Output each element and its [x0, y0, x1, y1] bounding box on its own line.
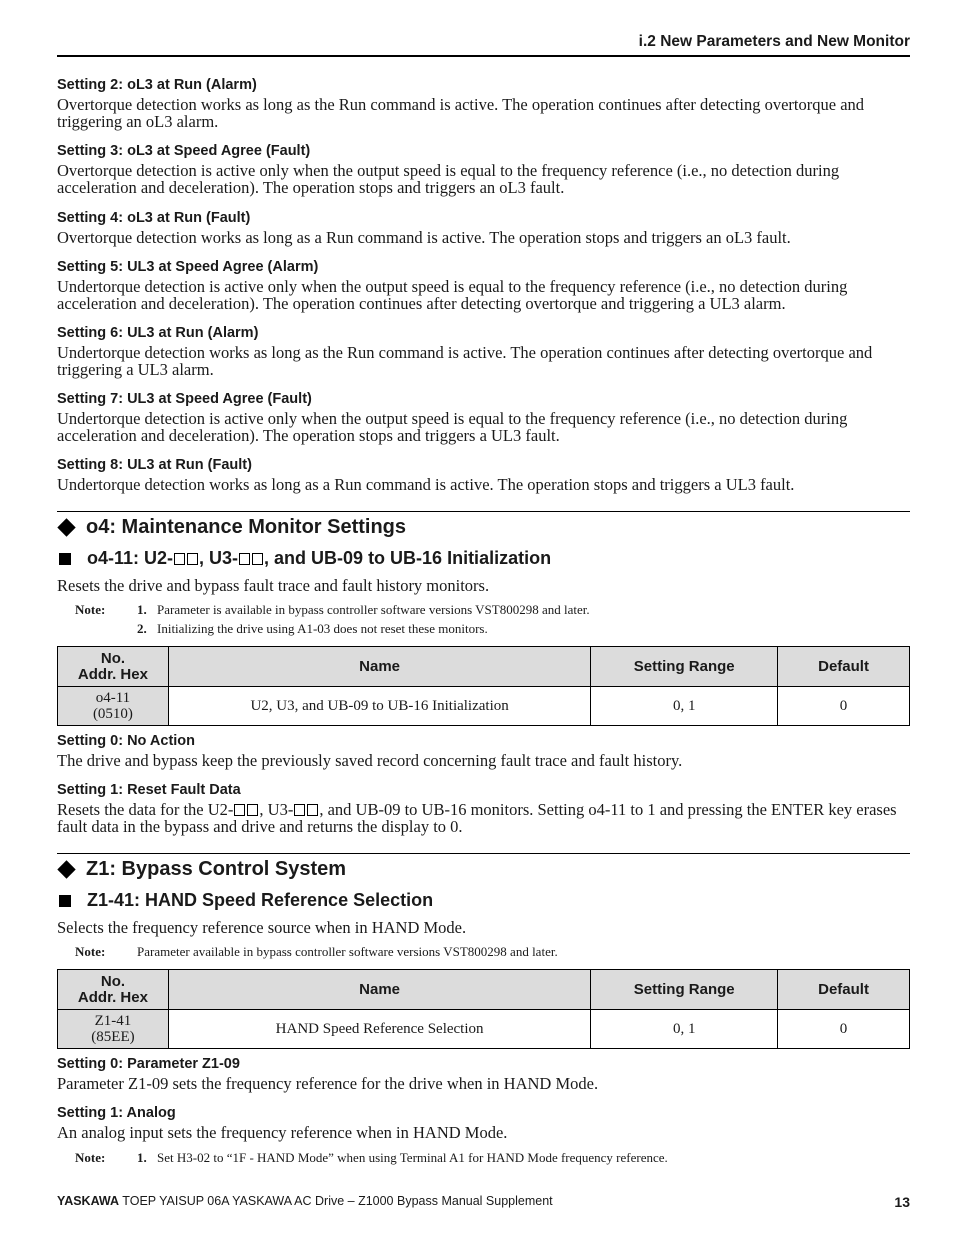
o4-note-1	[75, 600, 590, 619]
square-bullet-icon	[59, 895, 71, 907]
note-number: 1.	[137, 602, 147, 617]
z1-intro: Selects the frequency reference source when in HAND Mode.	[57, 918, 467, 937]
setting-text: An analog input sets the frequency reference when in HAND Mode.	[57, 1123, 508, 1142]
setting-heading: Setting 1: Analog	[57, 1105, 176, 1121]
z1-41-subsection-title	[57, 890, 910, 911]
note-text: Parameter available in bypass controller software versions VST800298 and later.	[137, 944, 558, 959]
section-title	[57, 858, 910, 881]
cell-name: HAND Speed Reference Selection	[168, 1010, 590, 1049]
setting-4-block	[57, 209, 910, 246]
o4-parameter-table	[57, 646, 910, 726]
placeholder-box-icon	[174, 553, 185, 565]
section-title-text: o4: Maintenance Monitor Settings	[86, 516, 407, 538]
setting-heading: Setting 2: oL3 at Run (Alarm)	[57, 77, 257, 93]
setting-text: Undertorque detection works as long as the Run command is active. The operation continues after detecting overtorque and triggering a UL3 alarm.	[57, 343, 873, 379]
column-header-range: Setting Range	[591, 647, 778, 687]
placeholder-box-icon	[247, 804, 258, 816]
cell-range: 0, 1	[591, 1010, 778, 1049]
note-text: Parameter is available in bypass controller software versions VST800298 and later.	[157, 602, 590, 617]
setting-heading: Setting 4: oL3 at Run (Fault)	[57, 210, 251, 226]
cell-no-addr: o4-11 (0510)	[58, 687, 169, 726]
o4-note-2	[75, 619, 488, 638]
note-number: 1.	[137, 1150, 147, 1165]
setting-heading: Setting 1: Reset Fault Data	[57, 782, 241, 798]
setting-heading: Setting 8: UL3 at Run (Fault)	[57, 457, 252, 473]
cell-name: U2, U3, and UB-09 to UB-16 Initialization	[168, 687, 590, 726]
diamond-bullet-icon	[57, 860, 75, 878]
column-header-no: No. Addr. Hex	[58, 970, 169, 1010]
column-header-range: Setting Range	[591, 970, 778, 1010]
column-header-default: Default	[778, 647, 910, 687]
setting-6-block	[57, 324, 910, 378]
setting-text: Parameter Z1-09 sets the frequency reference for the drive when in HAND Mode.	[57, 1074, 599, 1093]
setting-heading: Setting 0: Parameter Z1-09	[57, 1056, 240, 1072]
setting-3-block	[57, 142, 910, 196]
o4-section	[57, 511, 910, 539]
subtitle-part-c: , and UB-09 to UB-16 Initialization	[264, 548, 552, 568]
placeholder-box-icon	[187, 553, 198, 565]
note-label: Note:	[75, 1150, 106, 1165]
section-title	[57, 516, 910, 539]
z1-setting-1-block	[57, 1104, 910, 1141]
table-header-row	[58, 647, 910, 687]
setting-8-block	[57, 456, 910, 493]
o4-intro: Resets the drive and bypass fault trace and fault history monitors.	[57, 576, 490, 595]
table-row	[58, 687, 910, 726]
column-header-no: No. Addr. Hex	[58, 647, 169, 687]
setting-heading: Setting 5: UL3 at Speed Agree (Alarm)	[57, 259, 319, 275]
footer-doc-info	[57, 1194, 553, 1210]
note-label: Note:	[75, 944, 106, 959]
o4-setting-0-block	[57, 732, 910, 769]
setting-text: Overtorque detection works as long as the Run command is active. The operation continues after detecting overtorque and triggering an oL3 alarm.	[57, 95, 865, 131]
setting-text: The drive and bypass keep the previously saved record concerning fault trace and fault history.	[57, 751, 683, 770]
cell-range: 0, 1	[591, 687, 778, 726]
note-text: Initializing the drive using A1-03 does not reset these monitors.	[157, 621, 488, 636]
subtitle-text: Z1-41: HAND Speed Reference Selection	[87, 890, 434, 910]
placeholder-box-icon	[307, 804, 318, 816]
o4-setting-1-block	[57, 781, 910, 835]
column-header-name: Name	[168, 970, 590, 1010]
note-number: 2.	[137, 621, 147, 636]
table-header-row	[58, 970, 910, 1010]
note-text: Set H3-02 to “1F - HAND Mode” when using Terminal A1 for HAND Mode frequency reference.	[157, 1150, 668, 1165]
diamond-bullet-icon	[57, 518, 75, 536]
brand-name: YASKAWA	[57, 1194, 120, 1208]
placeholder-box-icon	[252, 553, 263, 565]
section-title-text: Z1: Bypass Control System	[86, 858, 347, 880]
z1-note	[75, 942, 558, 961]
setting-text: Undertorque detection is active only when the output speed is equal to the frequency reference (i.e., no detection during acceleration and deceleration). The operation continues after detecting overtorque and triggering a UL3 alarm.	[57, 277, 848, 313]
placeholder-box-icon	[234, 804, 245, 816]
cell-default: 0	[778, 1010, 910, 1049]
page-footer	[57, 1194, 910, 1210]
setting-text: Resets the data for the U2- , U3- , and UB-09 to UB-16 monitors. Setting o4-11 to 1 and pressing the ENTER key erases fault data in the bypass and drive and returns the display to 0.	[57, 800, 897, 836]
setting-5-block	[57, 258, 910, 312]
square-bullet-icon	[59, 553, 71, 565]
note-label: Note:	[75, 602, 106, 617]
z1-parameter-table	[57, 969, 910, 1049]
setting-heading: Setting 3: oL3 at Speed Agree (Fault)	[57, 143, 311, 159]
subtitle-part-a: o4-11: U2-	[87, 548, 174, 568]
cell-default: 0	[778, 687, 910, 726]
o4-11-subsection-title	[57, 548, 910, 569]
page-number: 13	[894, 1194, 910, 1210]
cell-no-addr: Z1-41 (85EE)	[58, 1010, 169, 1049]
subtitle-part-b: , U3-	[199, 548, 239, 568]
z1-setting-0-block	[57, 1055, 910, 1092]
column-header-default: Default	[778, 970, 910, 1010]
setting-heading: Setting 0: No Action	[57, 733, 196, 749]
setting-heading: Setting 6: UL3 at Run (Alarm)	[57, 325, 259, 341]
placeholder-box-icon	[294, 804, 305, 816]
page-header: i.2 New Parameters and New Monitor	[57, 33, 910, 57]
placeholder-box-icon	[239, 553, 250, 565]
setting-heading: Setting 7: UL3 at Speed Agree (Fault)	[57, 391, 312, 407]
setting-2-block	[57, 76, 910, 130]
column-header-name: Name	[168, 647, 590, 687]
setting-text: Undertorque detection works as long as a Run command is active. The operation stops and triggers a UL3 fault.	[57, 475, 795, 494]
z1-note-2	[75, 1148, 668, 1167]
z1-section	[57, 853, 910, 881]
footer-doc-title: TOEP YAISUP 06A YASKAWA AC Drive – Z1000 Bypass Manual Supplement	[119, 1194, 553, 1208]
table-row	[58, 1010, 910, 1049]
setting-text: Overtorque detection is active only when the output speed is equal to the frequency reference (i.e., no detection during acceleration and deceleration). The operation stops and triggers an oL3 fault.	[57, 161, 840, 197]
setting-text: Overtorque detection works as long as a Run command is active. The operation stops and triggers an oL3 fault.	[57, 228, 791, 247]
setting-text: Undertorque detection is active only when the output speed is equal to the frequency reference (i.e., no detection during acceleration and deceleration). The operation stops and triggers a UL3 fault.	[57, 409, 848, 445]
setting-7-block	[57, 390, 910, 444]
